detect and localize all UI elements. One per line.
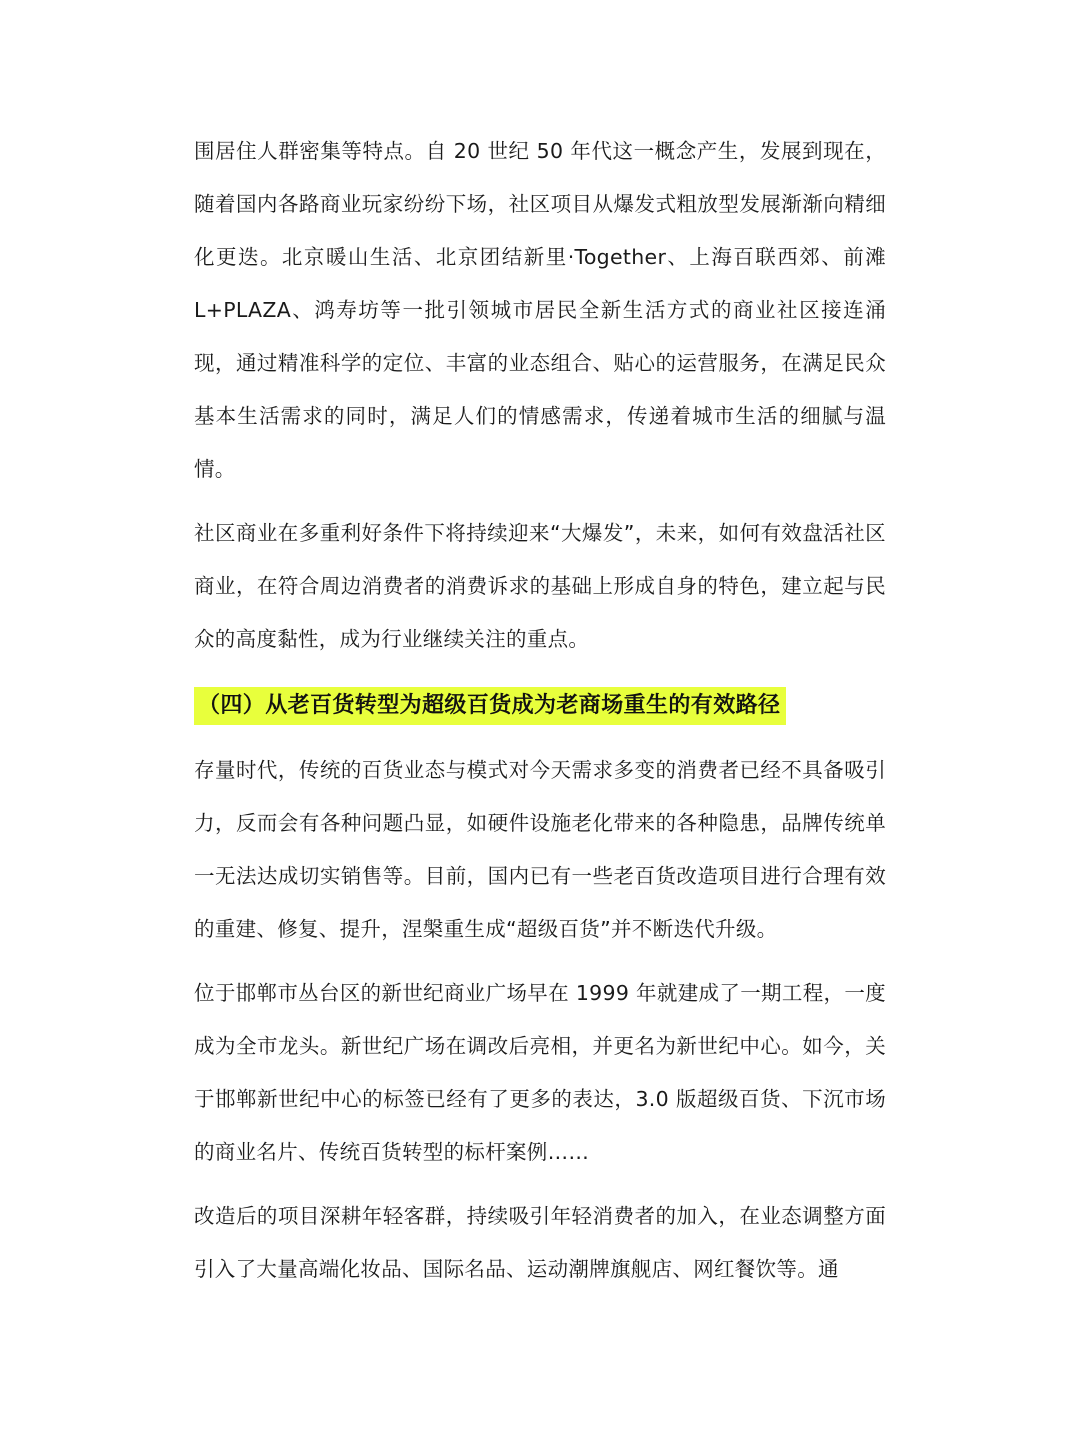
document-page [194, 125, 886, 1296]
section-heading-row [194, 679, 886, 733]
body-paragraph-4: 位于邯郸市丛台区的新世纪商业广场早在 1999 年就建成了一期工程，一度成为全市龙头。新世纪广场在调改后亮相，并更名为新世纪中心。如今，关于邯郸新世纪中心的标签已经有了更多的表达，3.0 版超级百货、下沉市场的商业名片、传统百货转型的标杆案例…… [194, 981, 886, 1164]
body-paragraph-3: 存量时代，传统的百货业态与模式对今天需求多变的消费者已经不具备吸引力，反而会有各种问题凸显，如硬件设施老化带来的各种隐患，品牌传统单一无法达成切实销售等。目前，国内已有一些老百货改造项目进行合理有效的重建、修复、提升，涅槃重生成“超级百货”并不断迭代升级。 [194, 758, 886, 941]
body-paragraph-5: 改造后的项目深耕年轻客群，持续吸引年轻消费者的加入，在业态调整方面引入了大量高端化妆品、国际名品、运动潮牌旗舰店、网红餐饮等。通 [194, 1204, 886, 1281]
section-heading: （四）从老百货转型为超级百货成为老商场重生的有效路径 [194, 687, 786, 725]
body-paragraph-1: 围居住人群密集等特点。自 20 世纪 50 年代这一概念产生，发展到现在，随着国内各路商业玩家纷纷下场，社区项目从爆发式粗放型发展渐渐向精细化更迭。北京暖山生活、北京团结新里·Together、上海百联西郊、前滩 L+PLAZA、鸿寿坊等一批引领城市居民全新生活方式的商业社区接连涌现，通过精准科学的定位、丰富的业态组合、贴心的运营服务，在满足民众基本生活需求的同时，满足人们的情感需求，传递着城市生活的细腻与温情。 [194, 139, 886, 481]
body-paragraph-2: 社区商业在多重利好条件下将持续迎来“大爆发”，未来，如何有效盘活社区商业，在符合周边消费者的消费诉求的基础上形成自身的特色，建立起与民众的高度黏性，成为行业继续关注的重点。 [194, 521, 886, 651]
